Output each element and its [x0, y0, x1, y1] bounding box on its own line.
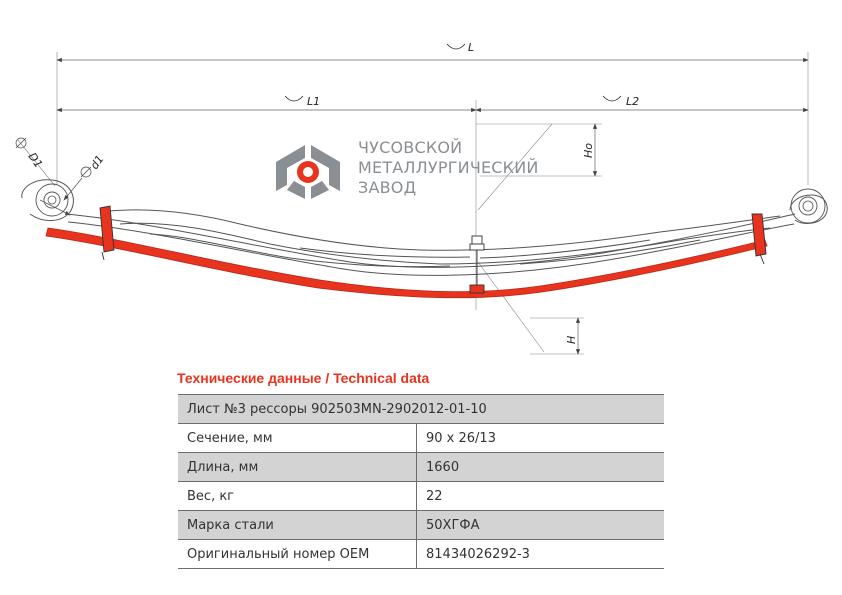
highlighted-leaf [46, 228, 767, 298]
table-cell-value: 22 [417, 482, 665, 511]
table-cell-label: Длина, мм [178, 453, 417, 482]
table-cell-value: 81434026292-3 [417, 540, 665, 569]
company-name-line3: ЗАВОД [358, 178, 417, 197]
table-cell-label: Сечение, мм [178, 424, 417, 453]
table-row [178, 424, 664, 453]
table-row [178, 540, 664, 569]
technical-data-table [178, 394, 664, 569]
dimension-L2-label: L2 [626, 95, 640, 108]
table-cell-value: 50ХГФА [417, 511, 665, 540]
technical-data-title: Технические данные / Technical data [177, 370, 430, 386]
dimension-L-label: L [468, 41, 475, 54]
table-header-cell: Лист №3 рессоры 902503MN-2902012-01-10 [178, 395, 664, 424]
dimension-D1-label: D1 [25, 150, 46, 171]
dimension-L1-label: L1 [307, 95, 321, 108]
table-cell-value: 1660 [417, 453, 665, 482]
dimension-L1-L2 [57, 95, 808, 310]
dimension-d1-label: d1 [87, 152, 107, 172]
dimension-Ho-label: Ho [582, 142, 595, 158]
dimension-eye-diameters [16, 138, 106, 215]
table-cell-value: 90 х 26/13 [417, 424, 665, 453]
company-logo-mark [276, 145, 340, 199]
company-name-line2: МЕТАЛЛУРГИЧЕСКИЙ [358, 158, 539, 177]
company-name-line1: ЧУСОВСКОЙ [358, 138, 463, 157]
table-header-row [178, 395, 664, 424]
table-row [178, 453, 664, 482]
table-cell-label: Оригинальный номер OEM [178, 540, 417, 569]
table-row [178, 482, 664, 511]
table-row [178, 511, 664, 540]
table-cell-label: Марка стали [178, 511, 417, 540]
dimension-H [478, 262, 584, 354]
center-bolt [470, 236, 484, 293]
table-cell-label: Вес, кг [178, 482, 417, 511]
company-name [358, 138, 539, 198]
dimension-H-label: H [565, 335, 578, 344]
